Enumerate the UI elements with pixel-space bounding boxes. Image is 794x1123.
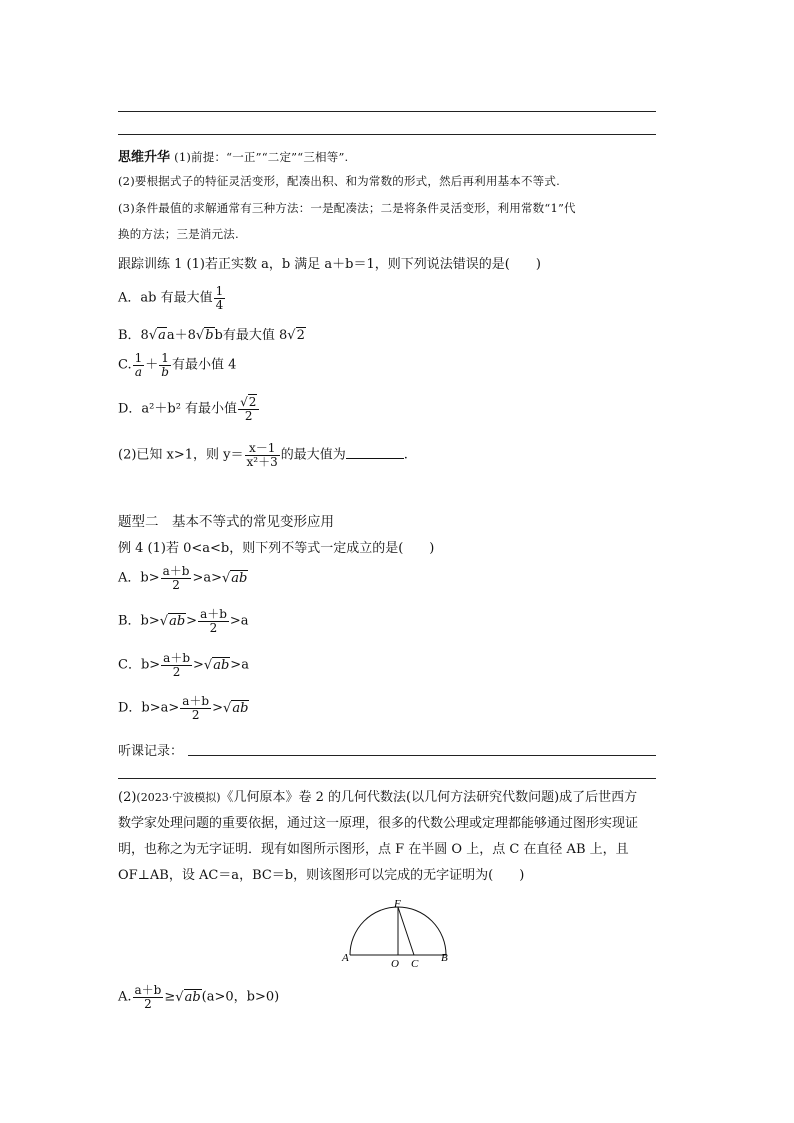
option-d-text: D．a²＋b² 有最小值 xyxy=(118,401,238,417)
geq-sign: ≥ xyxy=(164,989,176,1005)
fraction-numerator: a＋b xyxy=(162,564,190,578)
radicand: 2 xyxy=(248,395,257,409)
radicand: ab xyxy=(169,613,186,629)
sqrt-ab: √ab xyxy=(223,700,249,716)
semicircle-figure xyxy=(340,898,460,970)
fraction-a-plus-b-over-2 xyxy=(198,608,229,634)
q2-text-2: 数学家处理问题的重要依据，通过这一原理，很多的代数公理或定理都能够通过图形实现证 xyxy=(118,816,639,831)
radicand: a xyxy=(158,328,166,343)
label-o: O xyxy=(391,958,399,970)
fraction-numerator: a＋b xyxy=(182,694,210,708)
radicand: 2 xyxy=(296,328,305,343)
option-d-mid: > xyxy=(212,700,224,716)
fraction-a-plus-b-over-2 xyxy=(161,565,192,591)
fraction-denominator: a xyxy=(134,364,143,379)
fraction-denominator: 2 xyxy=(244,408,253,423)
summary-text-3a: (3)条件最值的求解通常有三种方法：一是配凑法；二是将条件灵活变形，利用常数“1”代 xyxy=(118,201,576,215)
fraction-numerator: a＋b xyxy=(200,607,227,621)
label-c: C xyxy=(411,958,419,970)
plus-sign: ＋ xyxy=(145,357,159,373)
exercise-title: 跟踪训练 1 xyxy=(118,257,183,272)
q2-text-1: 《几何原本》卷 2 的几何代数法(以几何方法研究代数问题)成了后世西方 xyxy=(220,790,638,805)
q2-line-1 xyxy=(118,785,658,811)
segment-fc xyxy=(398,907,414,955)
option-c-tail: >a xyxy=(230,657,249,673)
example4-option-c xyxy=(118,652,249,678)
option-a-label: A. xyxy=(118,989,132,1005)
fraction-numerator: x－1 xyxy=(245,442,280,456)
option-a-label: A．b> xyxy=(118,570,160,586)
fraction-numerator: a＋b xyxy=(163,651,191,665)
option-b-label: B．b> xyxy=(118,613,160,629)
example4-2-option-a xyxy=(118,984,279,1010)
sqrt-ab: √ab xyxy=(203,657,230,673)
sqrt-a: √a xyxy=(148,328,166,343)
exercise-option-a xyxy=(118,285,226,311)
fraction-1-over-b xyxy=(159,352,171,378)
option-b-mid: > xyxy=(186,613,198,629)
option-a-text: A．ab 有最大值 xyxy=(118,290,213,306)
fraction-quarter xyxy=(214,285,226,311)
q2-source: (2023·宁波模拟) xyxy=(136,791,221,804)
sqrt-ab: √ab xyxy=(175,989,201,1005)
summary-text-2: (2)要根据式子的特征灵活变形，配凑出积、和为常数的形式，然后再利用基本不等式. xyxy=(118,174,560,188)
fraction-a-plus-b-over-2 xyxy=(161,652,192,678)
radicand: ab xyxy=(184,989,201,1005)
fraction-denominator: 2 xyxy=(144,996,152,1011)
q2-prefix: (2)已知 x>1，则 y＝ xyxy=(118,447,244,463)
notes-line-2[interactable] xyxy=(118,778,656,779)
exercise-question-2 xyxy=(118,442,408,468)
fraction-a-plus-b-over-2 xyxy=(180,695,211,721)
section-title: 题型二 基本不等式的常见变形应用 xyxy=(118,514,334,530)
fraction-y-expression xyxy=(245,442,280,468)
fraction-denominator: x²＋3 xyxy=(246,454,278,469)
fraction-denominator: 2 xyxy=(209,620,218,635)
option-b-mid: a＋8 xyxy=(166,328,196,343)
option-a-tail: (a>0，b>0) xyxy=(201,989,280,1005)
fraction-denominator: b xyxy=(161,364,169,379)
label-a: A xyxy=(342,952,349,964)
example4-option-d xyxy=(118,695,249,721)
radicand: ab xyxy=(232,700,249,716)
fraction-numerator: 1 xyxy=(134,351,143,365)
example4-question-2 xyxy=(118,785,658,889)
radicand: b xyxy=(205,328,214,343)
radicand: ab xyxy=(213,657,230,673)
option-c-tail: 有最小值 4 xyxy=(171,357,237,373)
fraction-denominator: 2 xyxy=(191,707,200,722)
notes-line-1[interactable] xyxy=(188,755,656,756)
sqrt-2: √2 xyxy=(287,328,305,343)
q2-text-4: OF⊥AB，设 AC＝a，BC＝b，则该图形可以完成的无字证明为( ) xyxy=(118,868,525,883)
fraction-numerator: 1 xyxy=(215,284,224,298)
option-b-label: B．8 xyxy=(118,328,149,343)
option-c-label: C. xyxy=(118,357,132,373)
option-c-mid: > xyxy=(193,657,204,673)
label-b: B xyxy=(441,952,448,964)
q2-label: (2) xyxy=(118,790,137,805)
option-b-tail: >a xyxy=(229,613,249,629)
exercise-option-b xyxy=(118,324,306,343)
notes-label: 听课记录： xyxy=(118,744,184,759)
fraction-denominator: 4 xyxy=(215,297,224,312)
option-b-mid2: b有最大值 8 xyxy=(214,328,288,343)
example4-question-1: 例 4 (1)若 0<a<b，则下列不等式一定成立的是( ) xyxy=(118,541,435,556)
summary-text-1: (1)前提：“一正”“二定”“三相等”. xyxy=(174,150,349,164)
answer-rule-1 xyxy=(118,111,656,112)
q2-text-3: 明，也称之为无字证明．现有如图所示图形，点 F 在半圆 O 上，点 C 在直径 AB 上，且 xyxy=(118,842,629,857)
option-c-label: C．b> xyxy=(118,657,161,673)
fraction-numerator: 1 xyxy=(159,352,171,366)
label-f: F xyxy=(394,898,401,910)
summary-title: 思维升华 xyxy=(118,149,171,164)
fraction-numerator: √2 xyxy=(238,396,259,410)
example4-option-b xyxy=(118,608,249,634)
sqrt-b: √b xyxy=(195,328,214,343)
fraction-denominator: 2 xyxy=(172,577,180,592)
option-d-label: D．b>a> xyxy=(118,700,180,716)
fraction-sqrt2-over-2 xyxy=(238,396,259,422)
fraction-1-over-a xyxy=(133,352,145,378)
radicand: ab xyxy=(231,570,248,586)
example4-option-a xyxy=(118,565,248,591)
fraction-denominator: 2 xyxy=(172,664,181,679)
exercise-question-1 xyxy=(118,253,541,272)
summary-line-1 xyxy=(118,146,348,165)
q2-end: . xyxy=(403,447,408,463)
exercise-q1-text: (1)若正实数 a，b 满足 a＋b＝1，则下列说法错误的是( ) xyxy=(186,257,541,272)
fraction-numerator: a＋b xyxy=(134,983,162,997)
fraction-a-plus-b-over-2 xyxy=(133,984,164,1010)
q2-suffix: 的最大值为 xyxy=(280,447,346,463)
sqrt-ab: √ab xyxy=(222,570,248,586)
exercise-option-d xyxy=(118,396,260,422)
sqrt-ab: √ab xyxy=(159,613,186,629)
answer-blank[interactable] xyxy=(346,446,404,459)
answer-rule-2 xyxy=(118,134,656,135)
exercise-option-c xyxy=(118,352,236,378)
option-a-mid: >a> xyxy=(192,570,222,586)
summary-text-3b: 换的方法；三是消元法. xyxy=(118,227,239,241)
